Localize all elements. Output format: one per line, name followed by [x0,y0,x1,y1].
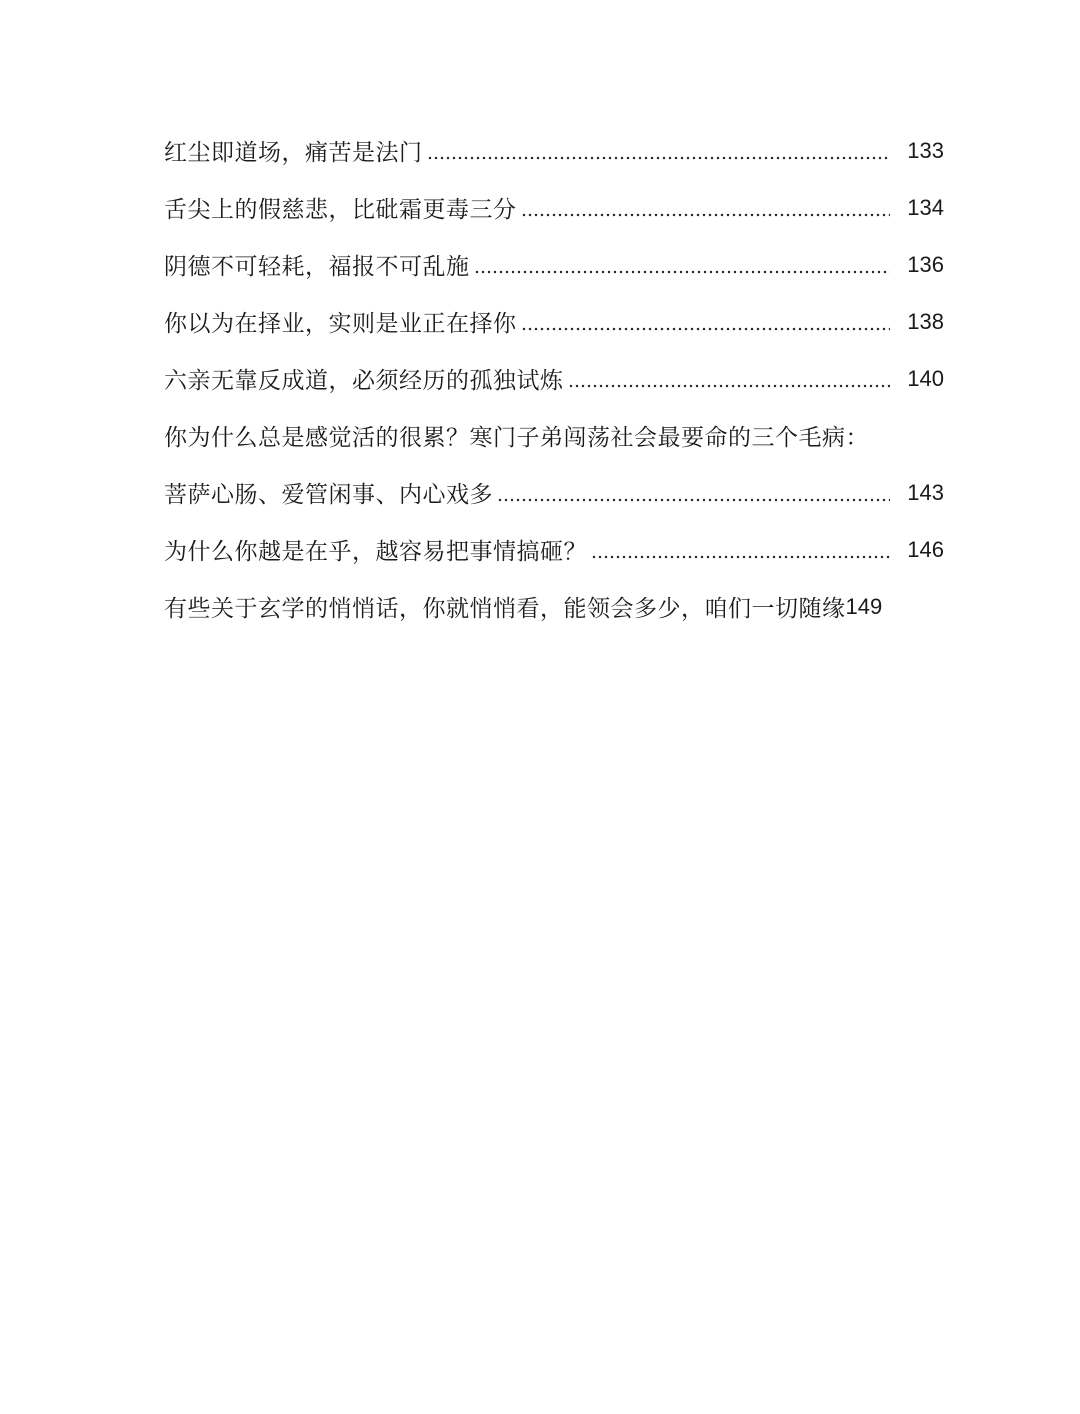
dot-leader [497,498,890,502]
toc-entry-first-line[interactable] [164,407,944,464]
toc-entry[interactable] [164,350,944,407]
dot-leader [427,156,891,160]
toc-entry-page: 138 [907,308,944,334]
toc-entry[interactable] [164,236,944,293]
toc-entry[interactable] [164,293,944,350]
toc-entry-title: 为什么你越是在乎，越容易把事情搞砸？ [164,539,587,565]
dot-leader [474,270,891,274]
dot-leader [521,327,891,331]
toc-entry-page: 140 [907,365,944,391]
toc-entry-title: 阴德不可轻耗，福报不可乱施 [164,254,470,280]
toc-entry-title: 红尘即道场，痛苦是法门 [164,140,423,166]
toc-entry[interactable] [164,521,944,578]
toc-entry-page: 149 [845,593,883,619]
toc-entry-title: 菩萨心肠、爱管闲事、内心戏多 [164,482,493,508]
toc-entry-title: 六亲无靠反成道，必须经历的孤独试炼 [164,368,564,394]
toc-entry-title: 你为什么总是感觉活的很累？寒门子弟闯荡社会最要命的三个毛病： [164,425,869,451]
table-of-contents [164,122,944,635]
toc-entry-page: 146 [907,536,944,562]
toc-entry-title: 舌尖上的假慈悲，比砒霜更毒三分 [164,197,517,223]
toc-entry-page: 143 [907,479,944,505]
dot-leader [568,384,891,388]
toc-entry-page: 134 [907,194,944,220]
toc-entry-page: 136 [907,251,944,277]
toc-entry[interactable] [164,578,944,635]
toc-entry-page: 133 [907,137,944,163]
dot-leader [521,213,891,217]
toc-entry[interactable] [164,179,944,236]
toc-entry-title: 你以为在择业，实则是业正在择你 [164,311,517,337]
dot-leader [591,555,890,559]
toc-entry[interactable] [164,122,944,179]
toc-entry[interactable] [164,464,944,521]
toc-entry-title: 有些关于玄学的悄悄话，你就悄悄看，能领会多少，咱们一切随缘 [164,596,846,622]
